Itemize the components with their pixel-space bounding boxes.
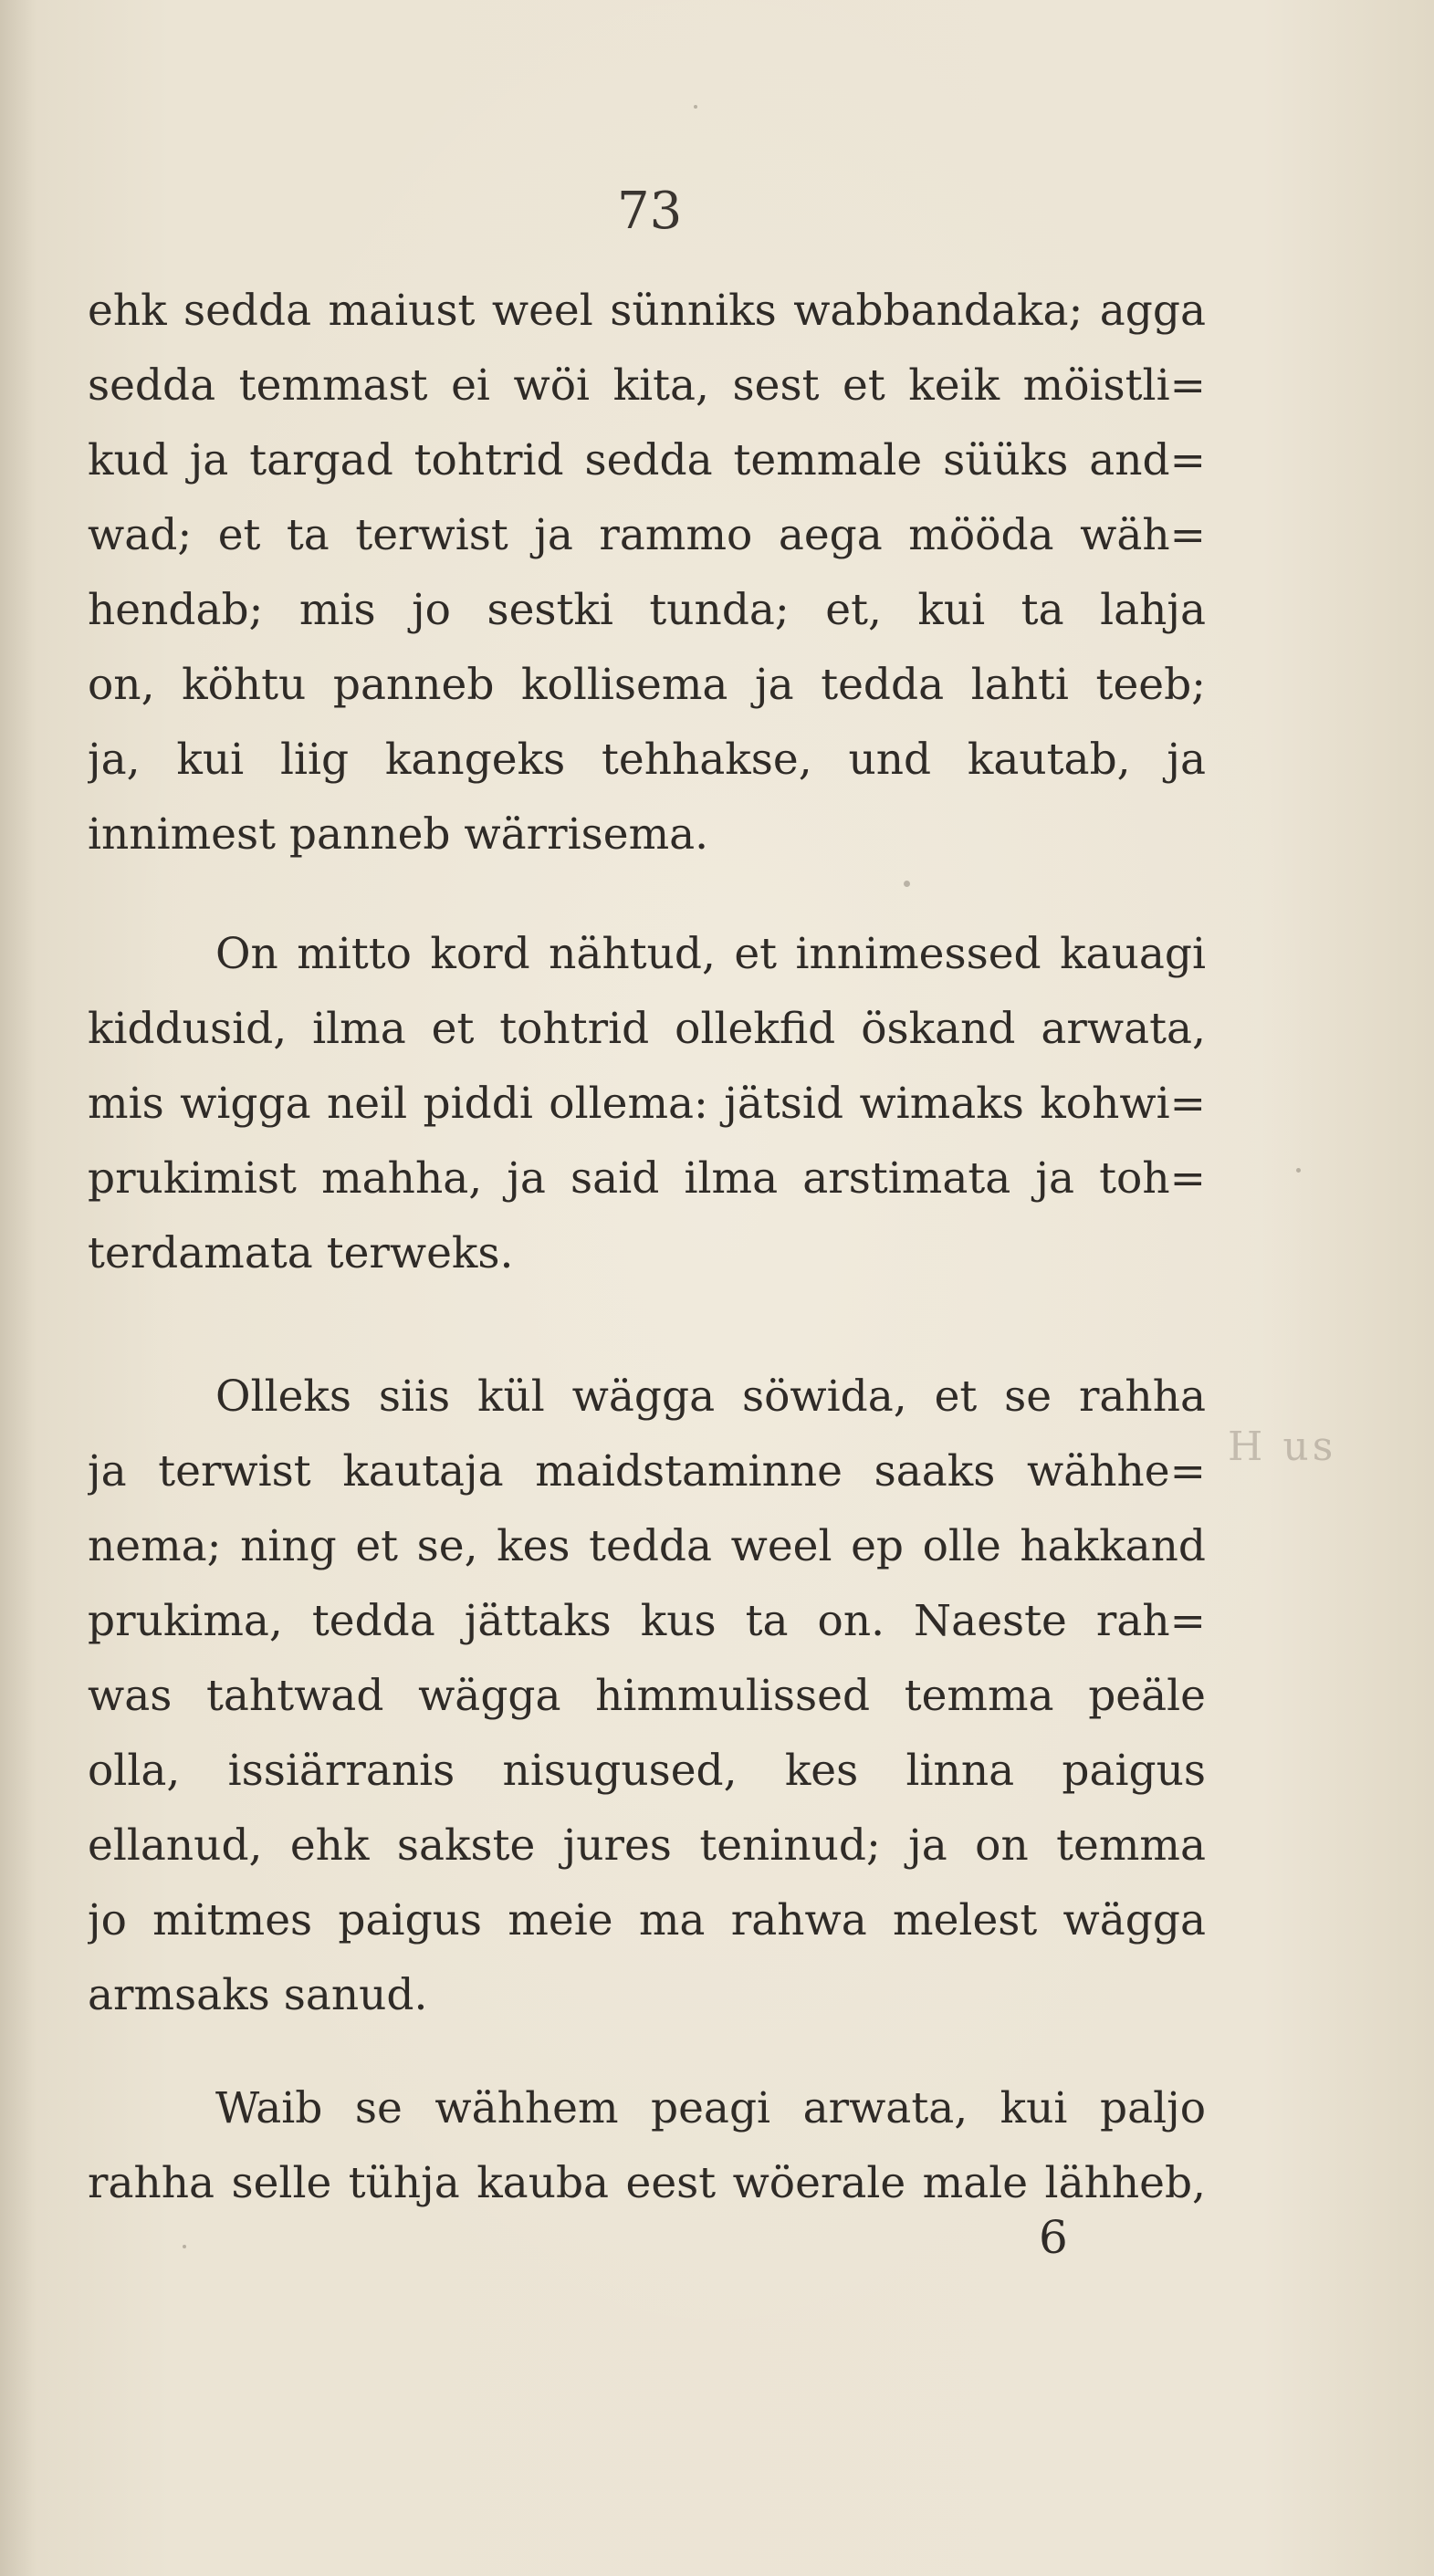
signature-mark: 6 [1039, 2211, 1068, 2264]
paragraph-4 [88, 2071, 1206, 2221]
text-line: ehk sedda maiust weel sünniks wabbandaka; agga [88, 286, 1206, 336]
page-edge-shadow [0, 0, 37, 2576]
text-line: sedda temmast ei wöi kita, sest et keik möistli= [88, 360, 1206, 411]
text-line: prukima, tedda jättaks kus ta on. Naeste rah= [88, 1596, 1206, 1646]
text-line: nema; ning et se, kes tedda weel ep olle hakkand [88, 1521, 1206, 1571]
text-line: olla, issiärranis nisugused, kes linna paigus [88, 1746, 1206, 1796]
text-line: on, köhtu panneb kollisema ja tedda lahti teeb; [88, 660, 1206, 710]
text-line: armsaks sanud. [88, 1970, 428, 2020]
paper-fleck [1296, 1168, 1301, 1173]
paragraph-2 [88, 917, 1206, 1291]
text-line: kud ja targad tohtrid sedda temmale süüks and= [88, 435, 1206, 485]
paper-fleck [183, 2245, 186, 2248]
paragraph-1 [88, 274, 1206, 872]
text-line: jo mitmes paigus meie ma rahwa melest wägga [88, 1895, 1206, 1945]
text-line: Olleks siis kül wägga söwida, et se rahha [215, 1371, 1206, 1422]
page-number: 73 [617, 182, 683, 241]
paper-fleck [694, 105, 697, 109]
margin-handwritten-note: H us [1228, 1424, 1337, 1470]
text-line: ja terwist kautaja maidstaminne saaks wähhe= [88, 1446, 1206, 1497]
text-line: rahha selle tühja kauba eest wöerale male lähheb, [88, 2158, 1206, 2208]
paragraph-3 [88, 1360, 1206, 2033]
text-line: Waib se wähhem peagi arwata, kui paljo [215, 2083, 1206, 2133]
text-line: ja, kui liig kangeks tehhakse, und kautab, ja [88, 735, 1206, 785]
text-line: was tahtwad wägga himmulissed temma peäle [88, 1671, 1206, 1721]
text-line: wad; et ta terwist ja rammo aega mööda wäh= [88, 510, 1206, 560]
text-line: innimest panneb wärrisema. [88, 809, 709, 860]
text-line: kiddusid, ilma et tohtrid ollekfid öskand arwata, [88, 1004, 1206, 1054]
text-line: mis wigga neil piddi ollema: jätsid wimaks kohwi= [88, 1079, 1206, 1129]
text-line: ellanud, ehk sakste jures teninud; ja on temma [88, 1820, 1206, 1871]
text-line: On mitto kord nähtud, et innimessed kauagi [215, 929, 1206, 979]
text-line: prukimist mahha, ja said ilma arstimata ja toh= [88, 1153, 1206, 1204]
paper-fleck [904, 881, 910, 887]
text-line: hendab; mis jo sestki tunda; et, kui ta lahja [88, 585, 1206, 635]
text-line: terdamata terweks. [88, 1228, 514, 1278]
